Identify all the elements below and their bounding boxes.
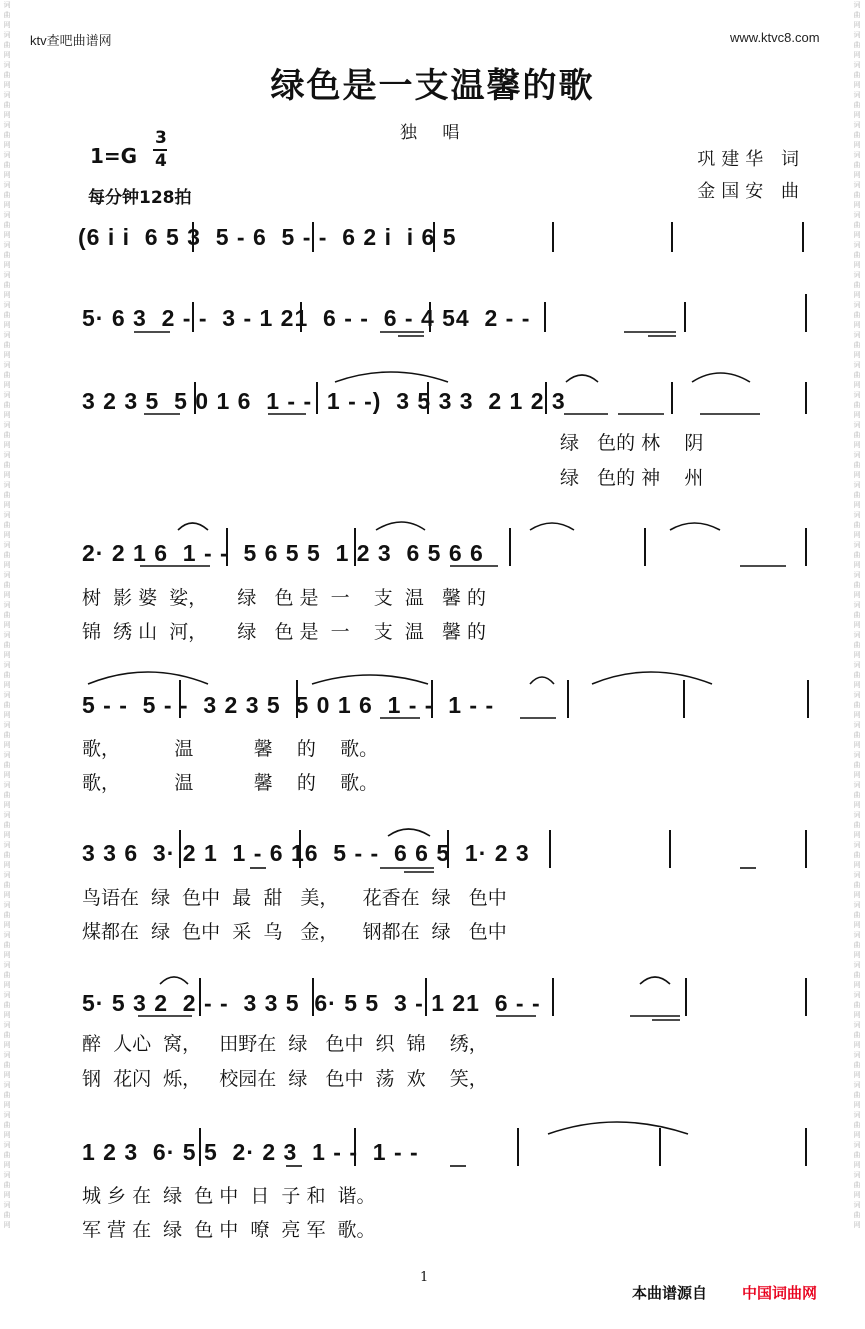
tie [592,672,712,684]
song-title: 绿色是一支温馨的歌 [270,66,595,106]
score-row-6-lyric-1: 鸟语在 绿 色中 最 甜 美， 花香在 绿 色中 [82,887,507,909]
slur [670,523,720,530]
time-signature-bottom: 4 [155,151,167,171]
score-row-5-lyric-2: 歌， 温 馨 的 歌。 [82,772,379,794]
score-row-7-lyric-2: 钢 花闪 烁， 校园在 绿 色中 荡 欢 笑， [82,1068,488,1090]
tie [548,1122,688,1134]
slur [160,977,188,984]
slur [640,977,670,984]
tie [335,372,448,382]
score-row-7-lyric-1: 醉 人心 窝， 田野在 绿 色中 织 锦 绣， [82,1033,488,1055]
header-right-site[interactable]: www.ktvc8.com [730,30,820,45]
score-row-4-lyric-2: 锦 绣 山 河， 绿 色 是 一 支 温 馨 的 [82,621,487,643]
score-row-8-lyric-1: 城 乡 在 绿 色 中 日 子 和 谐。 [82,1185,376,1207]
score-row-4-notes: 2· 2 1 6 1 - - 5 6 5 5 1 2 3 6 5 6 6 [82,540,492,566]
score-row-3-lyric-2: 绿 色的 神 州 [560,467,704,489]
tempo-marking: 每分钟128拍 [88,188,192,208]
score-row-3-lyric-1: 绿 色的 林 阴 [560,432,704,454]
time-signature-top: 3 [155,128,167,148]
tie [312,675,428,684]
score-row-8-notes: 1 2 3 6· 5 5 2· 2 3 1 - - 1 - - [82,1139,427,1165]
song-subtitle: 独 唱 [400,123,470,143]
composer-credit: 金国安 曲 [697,181,805,202]
slur [566,375,598,382]
score-row-6-notes: 3 3 6 3· 2 1 1 - 6 16 5 - - 6 6 5 1· 2 3 [82,840,538,866]
slur [530,677,554,684]
header-left-site[interactable]: ktv查吧曲谱网 [30,33,112,48]
score-row-8-lyric-2: 军 营 在 绿 色 中 嘹 亮 军 歌。 [82,1219,376,1241]
score-row-3-notes: 3 2 3 5 5 0 1 6 1 - - 1 - -) 3 5 3 3 2 1 2 3 [82,388,574,414]
left-watermark-strip: 词曲网词曲网词曲网词曲网词曲网词曲网词曲网词曲网词曲网词曲网词曲网词曲网词曲网词曲网词曲网词曲网词曲网词曲网词曲网词曲网词曲网词曲网词曲网词曲网词曲网词曲网词曲网词曲网词曲网词曲网词曲网词曲网词曲网词曲网词曲网词曲网词曲网词曲网词曲网词曲网词曲网 [3,1,11,1229]
slur [178,523,208,530]
right-watermark-strip: 词曲网词曲网词曲网词曲网词曲网词曲网词曲网词曲网词曲网词曲网词曲网词曲网词曲网词曲网词曲网词曲网词曲网词曲网词曲网词曲网词曲网词曲网词曲网词曲网词曲网词曲网词曲网词曲网词曲网词曲网词曲网词曲网词曲网词曲网词曲网词曲网词曲网词曲网词曲网词曲网词曲网 [853,1,861,1229]
slur [692,373,750,382]
slur [530,523,574,530]
score-row-7-notes: 5· 5 3 2 2 - - 3 3 5 6· 5 5 3 - 1 21 6 - - [82,990,549,1016]
slur [376,522,425,530]
score-row-1-notes: (6 i i 6 5 3 5 - 6 5 - - 6 2 i i 6 5 [78,224,464,250]
score-row-2-notes: 5· 6 3 2 - - 3 - 1 21 6 - - 6 - 4 54 2 - - [82,305,538,331]
score-row-6-lyric-2: 煤都在 绿 色中 采 乌 金， 钢都在 绿 色中 [82,921,507,943]
score-row-4-lyric-1: 树 影 婆 娑， 绿 色 是 一 支 温 馨 的 [82,587,487,609]
lyricist-credit: 巩建华 词 [697,149,805,170]
score-row-5-lyric-1: 歌， 温 馨 的 歌。 [82,738,379,760]
footer-source-label: 本曲谱源自 [632,1284,708,1302]
slur [388,829,430,836]
footer-source-site[interactable]: 中国词曲网 [742,1284,818,1302]
tie [88,672,208,684]
score-row-5-notes: 5 - - 5 - - 3 2 3 5 5 0 1 6 1 - - 1 - - [82,692,502,718]
key-signature: 1=G [90,144,138,168]
page-number: 1 [420,1270,429,1285]
